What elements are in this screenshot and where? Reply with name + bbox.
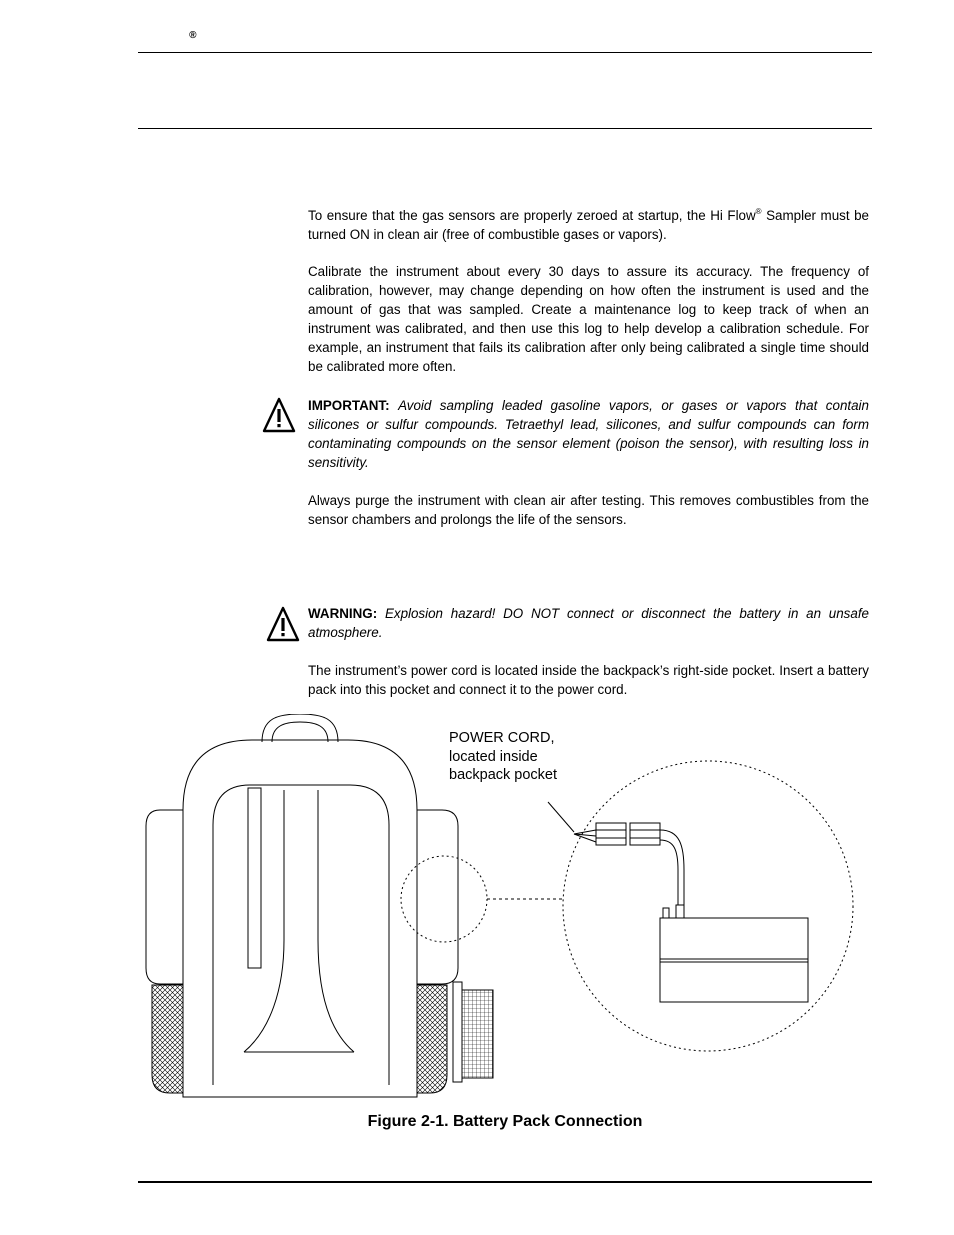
header-registered-mark: ® [189,30,197,41]
calibration-paragraph: Calibrate the instrument about every 30 days to assure its accuracy. The frequency of calibration, however, may change depending on how often the instrument is used and the amount of gas that was sampled. Create a maintenance log to keep track of when an instrument was calibrated, and then use this log to help develop a calibration schedule. For example, an instrument that fails its calibration after only being calibrated a single time should be calibrated more often. [308,264,869,374]
header-rule-bottom [138,128,872,129]
power-cord-paragraph: The instrument’s power cord is located inside the backpack’s right-side pocket. Insert a battery pack into this pocket and connect it to the power cord. [308,663,869,697]
power-cord-connector [574,823,684,915]
pocket-highlight-circle [401,856,487,942]
footer-rule [138,1181,872,1183]
warning-note [308,604,869,642]
purge-paragraph: Always purge the instrument with clean air after testing. This removes combustibles from the sensor chambers and prolongs the life of the sensors. [308,493,869,527]
warning-label: WARNING: [308,606,378,621]
backpack-drawing [146,714,493,1097]
important-label: IMPORTANT: [308,398,390,413]
header-rule-top [138,52,872,53]
zoom-detail-circle [563,761,853,1051]
figure-caption: Figure 2-1. Battery Pack Connection [367,1113,643,1130]
warning-triangle-icon [262,397,296,433]
power-cord-callout: POWER CORD, located inside backpack pocket [449,730,558,783]
startup-paragraph: To ensure that the gas sensors are properly zeroed at startup, the Hi Flow® Sampler must be turned ON in clean air (free of combustible gases or vapors). [308,207,869,242]
battery-pack-drawing [660,905,808,1002]
callout-arrow [548,802,578,836]
important-note [308,396,869,472]
warning-triangle-icon [266,606,300,642]
important-text: Avoid sampling leaded gasoline vapors, or gases or vapors that contain silicones or sulfur compounds. Tetraethyl lead, silicones, and sulfur compounds can form contaminating compounds on the sensor element (poison the sensor), with resulting loss in sensitivity. [308,398,869,470]
warning-text: Explosion hazard! DO NOT connect or disconnect the battery in an unsafe atmosphere. [308,606,869,640]
